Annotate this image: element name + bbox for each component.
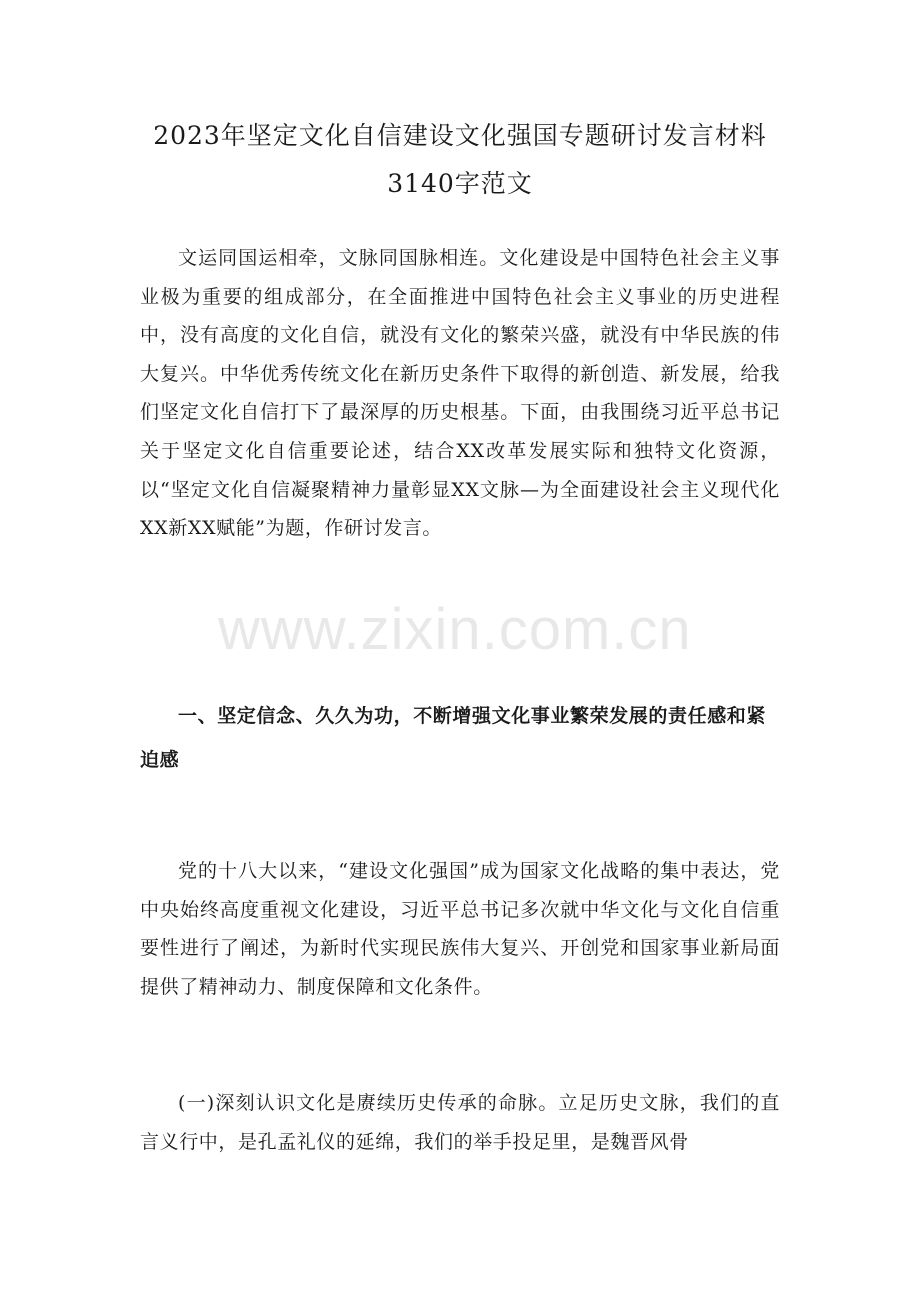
section-heading: 一、坚定信念、久久为功，不断增强文化事业繁荣发展的责任感和紧迫感 xyxy=(140,705,767,771)
watermark: www.zixin.com.cn xyxy=(218,597,692,662)
document-title: 2023年坚定文化自信建设文化强国专题研讨发言材料3140字范文 xyxy=(153,121,767,198)
section-body-paragraph: 党的十八大以来，“建设文化强国”成为国家文化战略的集中表达，党中央始终高度重视文化建设，习近平总书记多次就中华文化与文化自信重要性进行了阐述，为新时代实现民族伟大复兴、开创党和国家事业新局面提供了精神动力、制度保障和文化条件。 xyxy=(140,860,780,998)
subsection-paragraph: (一)深刻认识文化是赓续历史传承的命脉。立足历史文脉，我们的直言义行中，是孔孟礼仪的延绵，我们的举手投足里，是魏晋风骨 xyxy=(140,1092,780,1153)
intro-paragraph: 文运同国运相牵，文脉同国脉相连。文化建设是中国特色社会主义事业极为重要的组成部分，在全面推进中国特色社会主义事业的历史进程中，没有高度的文化自信，就没有文化的繁荣兴盛，就没有中华民族的伟大复兴。中华优秀传统文化在新历史条件下取得的新创造、新发展，给我们坚定文化自信打下了最深厚的历史根基。下面，由我围绕习近平总书记关于坚定文化自信重要论述，结合XX改革发展实际和独特文化资源，以“坚定文化自信凝聚精神力量彰显XX文脉—为全面建设社会主义现代化XX新XX赋能”为题，作研讨发言。 xyxy=(140,247,780,540)
